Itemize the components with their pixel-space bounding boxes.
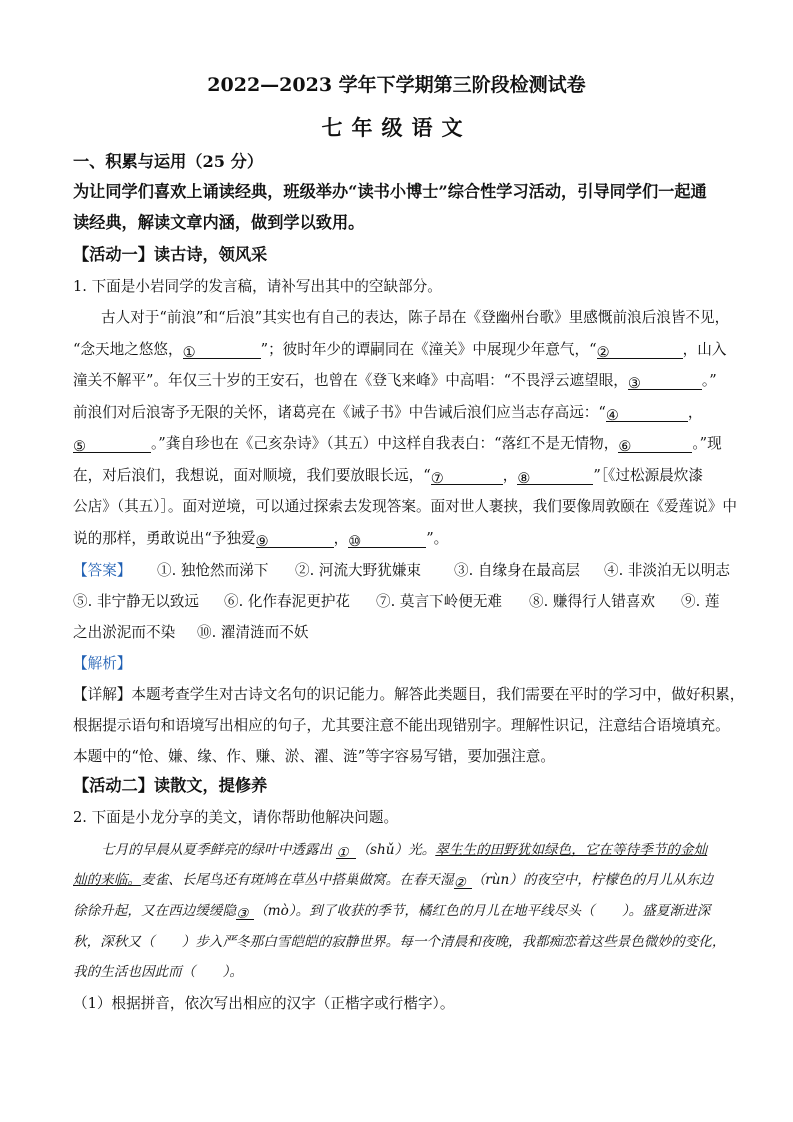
passage-line xyxy=(73,403,702,423)
passage-line xyxy=(73,529,448,549)
essay-line: 我的生活也因此而（ ）。 xyxy=(73,964,243,980)
section-intro-line: 读经典，解读文章内涵，做到学以致用。 xyxy=(73,213,365,232)
blank-marker: ③ xyxy=(236,906,249,922)
passage-text: 。” xyxy=(701,372,717,389)
passage-text: 在，对后浪们，我想说，面对顺境，我们要放眼长远，“ xyxy=(73,467,431,484)
essay-text: 麦雀、长尾鸟还有斑鸠在草丛中搭巢做窝。在春天湿 xyxy=(140,872,454,888)
blank-marker: ⑩ xyxy=(348,533,362,550)
sub-question: （1）根据拼音，依次写出相应的汉字（正楷字或行楷字）。 xyxy=(73,995,455,1012)
essay-text: 徐徐升起，又在西边缓缓隐 xyxy=(73,903,237,919)
passage-text: “念天地之悠悠， xyxy=(73,341,183,358)
answer-item: ⑥. 化作春泥更护花 xyxy=(224,593,351,610)
exam-title: 2022—2023 学年下学期第三阶段检测试卷 xyxy=(207,74,586,96)
blank-field[interactable] xyxy=(183,343,261,359)
answer-block xyxy=(73,561,731,641)
passage-text: 。”现 xyxy=(692,435,722,452)
blank-marker: ⑦ xyxy=(430,470,444,487)
answer-label: 【答案】 xyxy=(73,562,132,579)
blank-field[interactable] xyxy=(431,469,503,485)
passage-text: ”［《过松源晨炊漆 xyxy=(593,467,703,484)
passage-text: ，山入 xyxy=(682,341,727,358)
answer-item: ⑧. 赚得行人错喜欢 xyxy=(529,593,656,610)
analysis-line: 本题中的“怆、嫌、缘、作、赚、淤、濯、涟”等字容易写错，要加强注意。 xyxy=(73,748,555,765)
answer-item: ③. 自缘身在最高层 xyxy=(454,562,581,579)
passage-text: 前浪们对后浪寄予无限的关怀，诸葛亮在《诫子书》中告诫后浪们应当志存高远：“ xyxy=(73,404,606,421)
activity-heading: 【活动一】读古诗，领风采 xyxy=(73,245,268,264)
answer-item: ⑩. 濯清涟而不妖 xyxy=(197,624,309,641)
blank-marker: ② xyxy=(453,875,466,891)
blank-marker: ⑥ xyxy=(618,438,632,455)
blank-marker: ⑧ xyxy=(517,470,531,487)
underlined-sentence: 翠生生的田野犹如绿色，它在等待季节的金灿 xyxy=(435,842,708,858)
blank-field[interactable] xyxy=(517,469,593,485)
blank-field[interactable] xyxy=(348,532,426,548)
passage-text: ”；彼时年少的谭嗣同在《潼关》中展现少年意气，“ xyxy=(260,341,597,358)
passage-text: ， xyxy=(687,404,703,421)
answer-item: ⑨. 莲 xyxy=(681,593,720,610)
answer-item: ②. 河流大野犹嫌束 xyxy=(295,562,422,579)
subject-title: 七年级语文 xyxy=(321,115,472,140)
blank-field[interactable] xyxy=(454,873,472,889)
passage-line xyxy=(73,340,726,360)
blank-field[interactable] xyxy=(336,843,356,859)
passage-line: 古人对于“前浪”和“后浪”其实也有自己的表达，陈子昂在《登幽州台歌》里感慨前浪后浪皆不见， xyxy=(101,309,730,326)
analysis-line: 根据提示语句和语境写出相应的句子，尤其要注意不能出现错别字。理解性识记，注意结合语境填充。 xyxy=(73,717,730,734)
answer-item: ④. 非淡泊无以明志 xyxy=(604,562,731,579)
blank-marker: ② xyxy=(596,344,610,361)
underlined-sentence: 灿的来临。 xyxy=(73,872,141,888)
essay-line xyxy=(101,840,707,860)
blank-marker: ① xyxy=(336,845,349,861)
answer-item: ⑦. 莫言下岭便无难 xyxy=(376,593,503,610)
passage-line: 公店》（其五）］。面对逆境，可以通过探索去发现答案。面对世人裹挟，我们要像周敦颐在《爱莲说》中 xyxy=(73,498,738,515)
passage-line xyxy=(73,371,717,391)
blank-marker: ③ xyxy=(627,375,641,392)
essay-text: （shǔ）光。 xyxy=(356,842,436,858)
section-heading: 一、积累与运用（25 分） xyxy=(73,152,264,171)
blank-field[interactable] xyxy=(628,374,702,390)
passage-line xyxy=(73,466,703,486)
passage-text: ”。 xyxy=(426,530,449,547)
passage-line xyxy=(73,434,722,454)
blank-marker: ④ xyxy=(605,407,619,424)
analysis-label: 【解析】 xyxy=(73,655,132,672)
question-prompt: 2. 下面是小龙分享的美文，请你帮助他解决问题。 xyxy=(73,809,399,826)
passage-text: 。”龚自珍也在《己亥杂诗》（其五）中这样自我表白：“落红不是无情物， xyxy=(151,435,619,452)
blank-marker: ⑨ xyxy=(255,533,269,550)
analysis-line: 【详解】本题考查学生对古诗文名句的识记能力。解答此类题目，我们需要在平时的学习中，做好积累， xyxy=(73,686,745,703)
essay-line: 秋，深秋又（ ）步入严冬那白雪皑皑的寂静世界。每一个清晨和夜晚，我都痴恋着这些景色微妙的变化， xyxy=(73,934,726,950)
answer-item: ①. 独怆然而涕下 xyxy=(157,562,269,579)
essay-text: （mò）。到了收获的季节，橘红色的月儿在地平线尽头（ ）。盛夏渐进深 xyxy=(254,903,711,919)
blank-field[interactable] xyxy=(236,904,254,920)
activity-heading: 【活动二】读散文，提修养 xyxy=(73,776,268,795)
essay-line xyxy=(73,870,713,890)
blank-field[interactable] xyxy=(618,437,692,453)
blank-field[interactable] xyxy=(606,406,688,422)
passage-text: ， xyxy=(502,467,518,484)
blank-field[interactable] xyxy=(73,437,151,453)
essay-text: （rùn）的夜空中，柠檬色的月儿从东边 xyxy=(471,872,714,888)
question-prompt: 1. 下面是小岩同学的发言稿，请补写出其中的空缺部分。 xyxy=(73,278,442,295)
blank-marker: ⑤ xyxy=(73,438,87,455)
passage-text: 潼关不解平”。年仅三十岁的王安石，也曾在《登飞来峰》中高唱：“不畏浮云遮望眼， xyxy=(73,372,628,389)
essay-text: 七月的早晨从夏季鲜亮的绿叶中透露出 xyxy=(101,842,337,858)
blank-field[interactable] xyxy=(597,343,683,359)
passage-text: ， xyxy=(333,530,349,547)
blank-field[interactable] xyxy=(256,532,334,548)
essay-line xyxy=(73,901,710,921)
answer-item: ⑤. 非宁静无以致远 xyxy=(73,593,200,610)
passage-text: 说的那样，勇敢说出“予独爱 xyxy=(73,530,256,547)
answer-item: 之出淤泥而不染 xyxy=(73,624,176,641)
blank-marker: ① xyxy=(182,344,196,361)
section-intro-line: 为让同学们喜欢上诵读经典，班级举办“读书小博士”综合性学习活动，引导同学们一起通 xyxy=(73,182,707,201)
